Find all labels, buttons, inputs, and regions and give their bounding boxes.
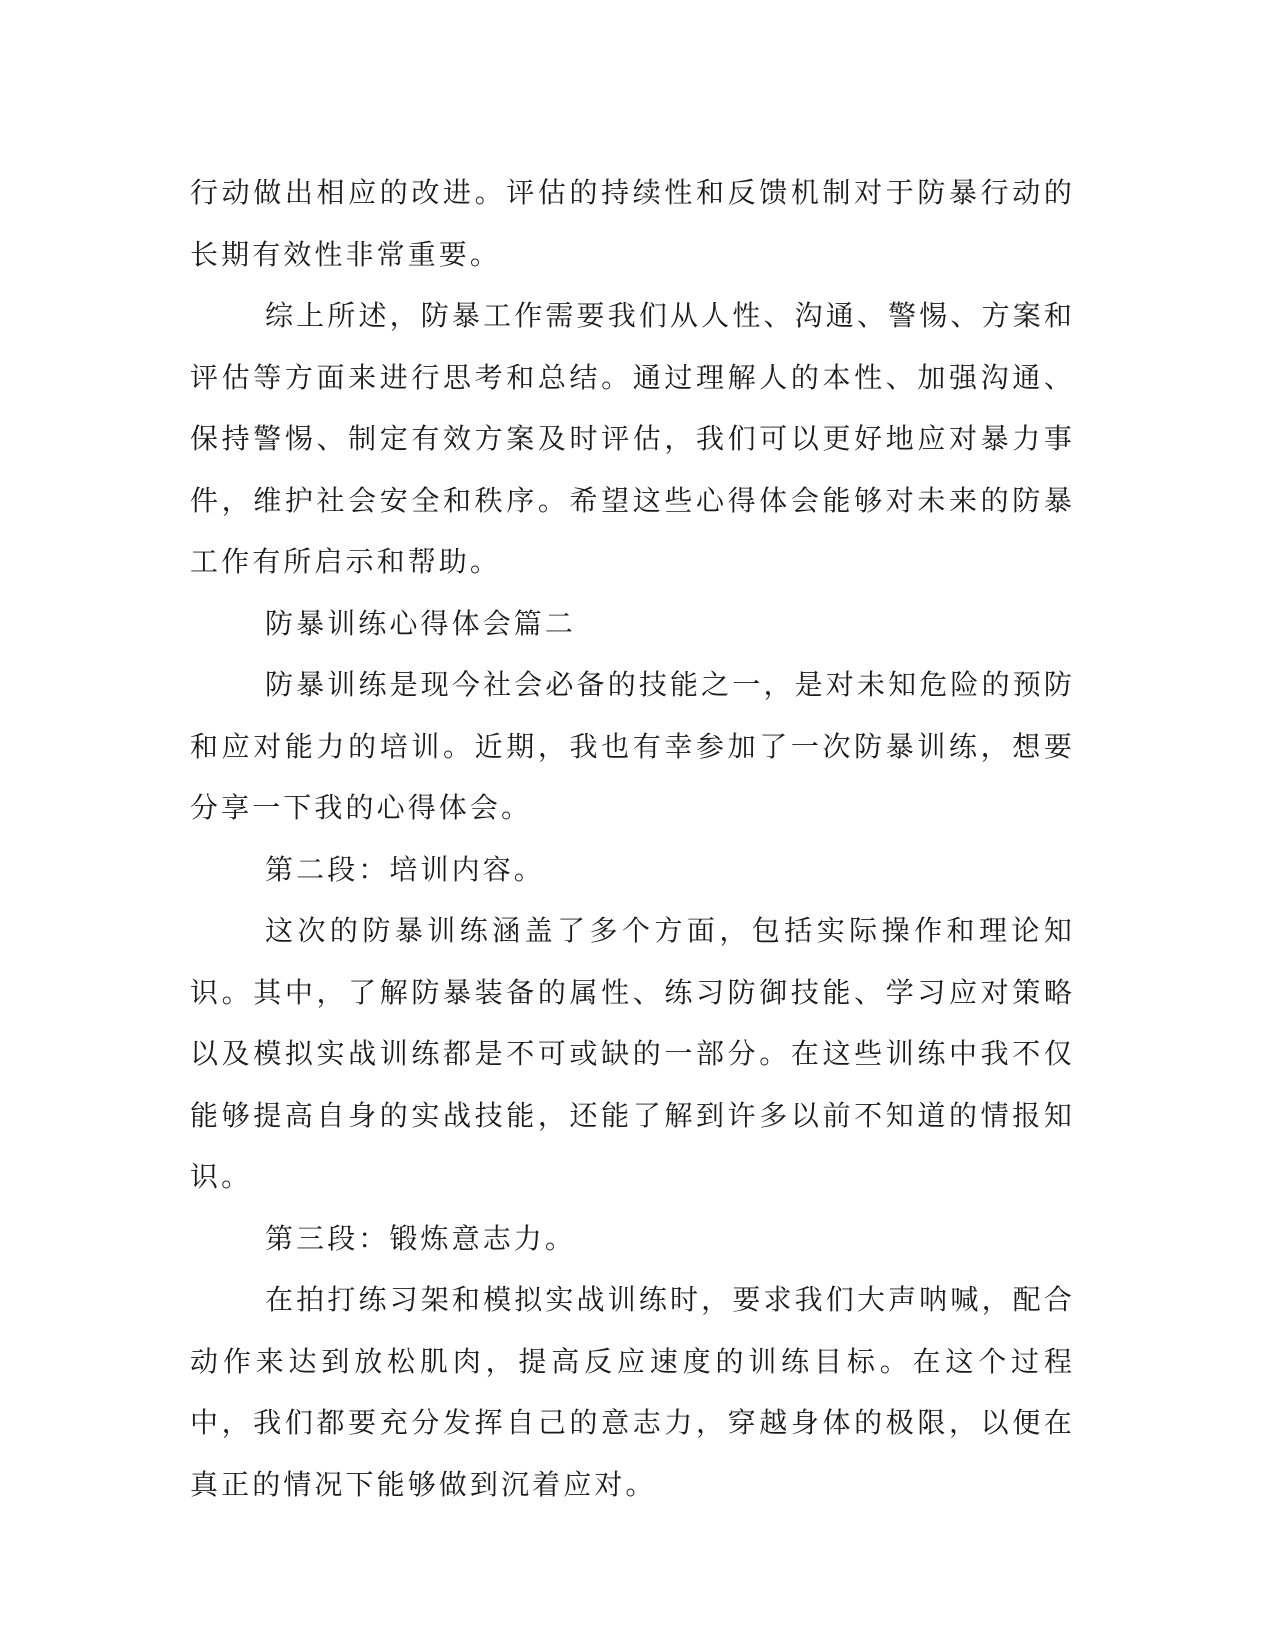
paragraph-willpower: 在拍打练习架和模拟实战训练时，要求我们大声呐喊，配合动作来达到放松肌肉，提高反应速度的训练目标。在这个过程中，我们都要充分发挥自己的意志力，穿越身体的极限，以便在真正的情况下能够做到沉着应对。 bbox=[190, 1283, 1075, 1501]
subheading-willpower: 第三段：锻炼意志力。 bbox=[265, 1221, 577, 1255]
paragraph-continuation: 行动做出相应的改进。评估的持续性和反馈机制对于防暴行动的长期有效性非常重要。 bbox=[190, 176, 1075, 271]
section-heading: 防暴训练心得体会篇二 bbox=[265, 606, 577, 640]
document-body bbox=[190, 162, 1075, 1515]
paragraph-summary: 综上所述，防暴工作需要我们从人性、沟通、警惕、方案和评估等方面来进行思考和总结。通过理解人的本性、加强沟通、保持警惕、制定有效方案及时评估，我们可以更好地应对暴力事件，维护社会安全和秩序。希望这些心得体会能够对未来的防暴工作有所启示和帮助。 bbox=[190, 299, 1075, 578]
paragraph-training-content: 这次的防暴训练涵盖了多个方面，包括实际操作和理论知识。其中，了解防暴装备的属性、练习防御技能、学习应对策略以及模拟实战训练都是不可或缺的一部分。在这些训练中我不仅能够提高自身的实战技能，还能了解到许多以前不知道的情报知识。 bbox=[190, 914, 1075, 1193]
subheading-training-content: 第二段：培训内容。 bbox=[265, 852, 545, 886]
paragraph-intro: 防暴训练是现今社会必备的技能之一，是对未知危险的预防和应对能力的培训。近期，我也有幸参加了一次防暴训练，想要分享一下我的心得体会。 bbox=[190, 668, 1075, 824]
